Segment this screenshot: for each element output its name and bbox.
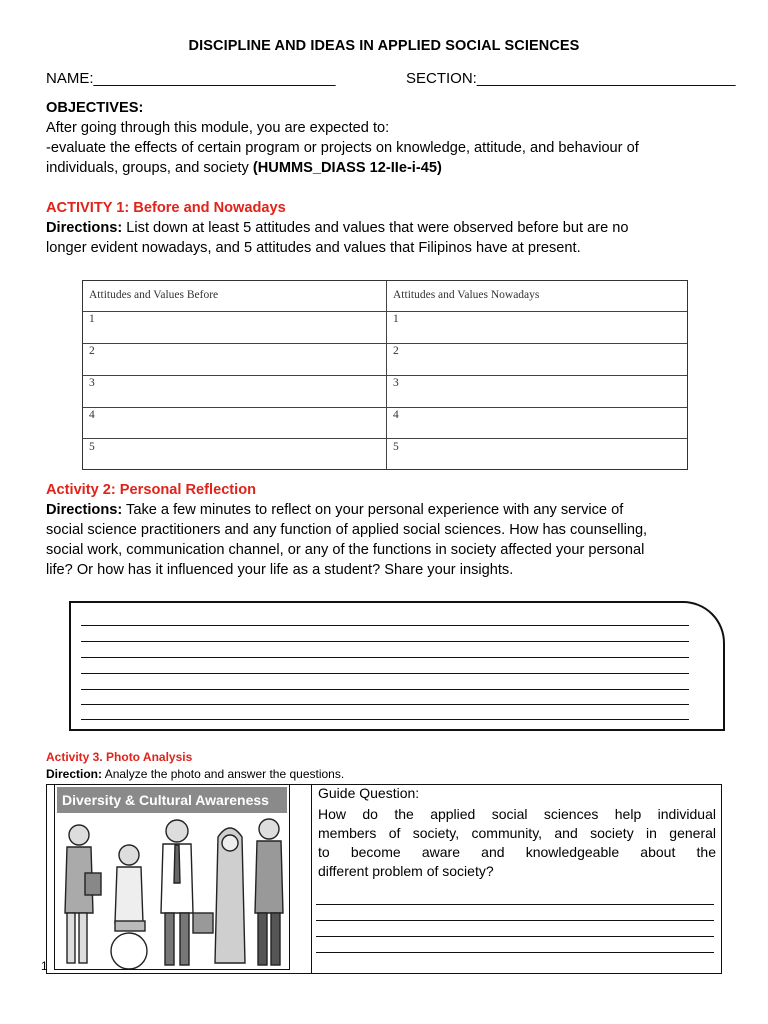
answer-line[interactable] xyxy=(316,904,714,905)
answer-line[interactable] xyxy=(81,689,689,690)
activity2-directions xyxy=(46,500,623,521)
activity1-directions xyxy=(46,218,628,239)
answer-line[interactable] xyxy=(81,719,689,720)
photo-analysis-divider xyxy=(311,784,312,974)
activity1-directions-cont: longer evident nowadays, and 5 attitudes and values that Filipinos have at present. xyxy=(46,240,581,256)
answer-line[interactable] xyxy=(81,704,689,705)
answer-line[interactable] xyxy=(316,952,714,953)
activity3-heading: Activity 3. Photo Analysis xyxy=(46,750,193,764)
table-row-line xyxy=(83,343,687,344)
table-cell[interactable]: 4 xyxy=(393,409,399,421)
directions-label: Directions: xyxy=(46,220,123,236)
table-row-line xyxy=(83,311,687,312)
activity1-heading: ACTIVITY 1: Before and Nowadays xyxy=(46,200,286,216)
guide-question-line: different problem of society? xyxy=(318,863,494,879)
activity2-directions-cont: social work, communication channel, or any of the functions in society affected your personal xyxy=(46,542,645,558)
objectives-line-code xyxy=(46,158,442,179)
guide-question-label: Guide Question: xyxy=(318,785,420,801)
table-row-line xyxy=(83,438,687,439)
section-field[interactable]: SECTION:_______________________________ xyxy=(406,70,736,87)
table-header-before: Attitudes and Values Before xyxy=(89,289,219,301)
table-cell[interactable]: 5 xyxy=(393,441,399,453)
attitudes-table xyxy=(82,280,688,470)
table-cell[interactable]: 1 xyxy=(393,313,399,325)
table-cell[interactable]: 4 xyxy=(89,409,95,421)
directions-label: Directions: xyxy=(46,502,123,518)
directions-text: List down at least 5 attitudes and values that were observed before but are no xyxy=(122,220,629,236)
activity2-heading: Activity 2: Personal Reflection xyxy=(46,482,257,498)
page-number: 1 xyxy=(41,959,48,973)
answer-line[interactable] xyxy=(316,920,714,921)
answer-line[interactable] xyxy=(316,936,714,937)
table-cell[interactable]: 1 xyxy=(89,313,95,325)
activity2-directions-cont: life? Or how has it influenced your life as a student? Share your insights. xyxy=(46,562,514,578)
table-cell[interactable]: 3 xyxy=(393,377,399,389)
objectives-line: -evaluate the effects of certain program or projects on knowledge, attitude, and behaviour of xyxy=(46,140,639,156)
objectives-line-text: individuals, groups, and society xyxy=(46,160,253,176)
reflection-answer-box[interactable] xyxy=(69,601,725,731)
diversity-people-illustration xyxy=(55,813,290,970)
table-header-nowadays: Attitudes and Values Nowadays xyxy=(393,289,540,301)
answer-line[interactable] xyxy=(81,641,689,642)
objectives-heading: OBJECTIVES: xyxy=(46,100,144,116)
activity3-direction xyxy=(46,767,344,781)
activity2-directions-cont: social science practitioners and any function of applied social sciences. How has counselling, xyxy=(46,522,648,538)
direction-label: Direction: xyxy=(46,767,103,781)
table-cell[interactable]: 2 xyxy=(393,345,399,357)
objectives-intro: After going through this module, you are expected to: xyxy=(46,120,390,136)
table-cell[interactable]: 2 xyxy=(89,345,95,357)
table-cell[interactable]: 3 xyxy=(89,377,95,389)
answer-line[interactable] xyxy=(81,657,689,658)
answer-line[interactable] xyxy=(81,673,689,674)
directions-text: Take a few minutes to reflect on your personal experience with any service of xyxy=(122,502,624,518)
table-row-line xyxy=(83,407,687,408)
guide-question-line: members of society, community, and society in general xyxy=(318,825,716,841)
photo-banner: Diversity & Cultural Awareness xyxy=(57,787,287,813)
guide-question-line: How do the applied social sciences help individual xyxy=(318,806,716,822)
guide-question-line: to become aware and knowledgeable about the xyxy=(318,844,716,860)
name-field[interactable]: NAME:_____________________________ xyxy=(46,70,336,87)
competency-code: (HUMMS_DIASS 12-IIe-i-45) xyxy=(252,160,442,176)
table-cell[interactable]: 5 xyxy=(89,441,95,453)
diversity-photo xyxy=(54,784,290,970)
direction-text: Analyze the photo and answer the questions. xyxy=(102,767,345,781)
table-row-line xyxy=(83,375,687,376)
page-title: DISCIPLINE AND IDEAS IN APPLIED SOCIAL SCIENCES xyxy=(188,38,580,54)
answer-line[interactable] xyxy=(81,625,689,626)
